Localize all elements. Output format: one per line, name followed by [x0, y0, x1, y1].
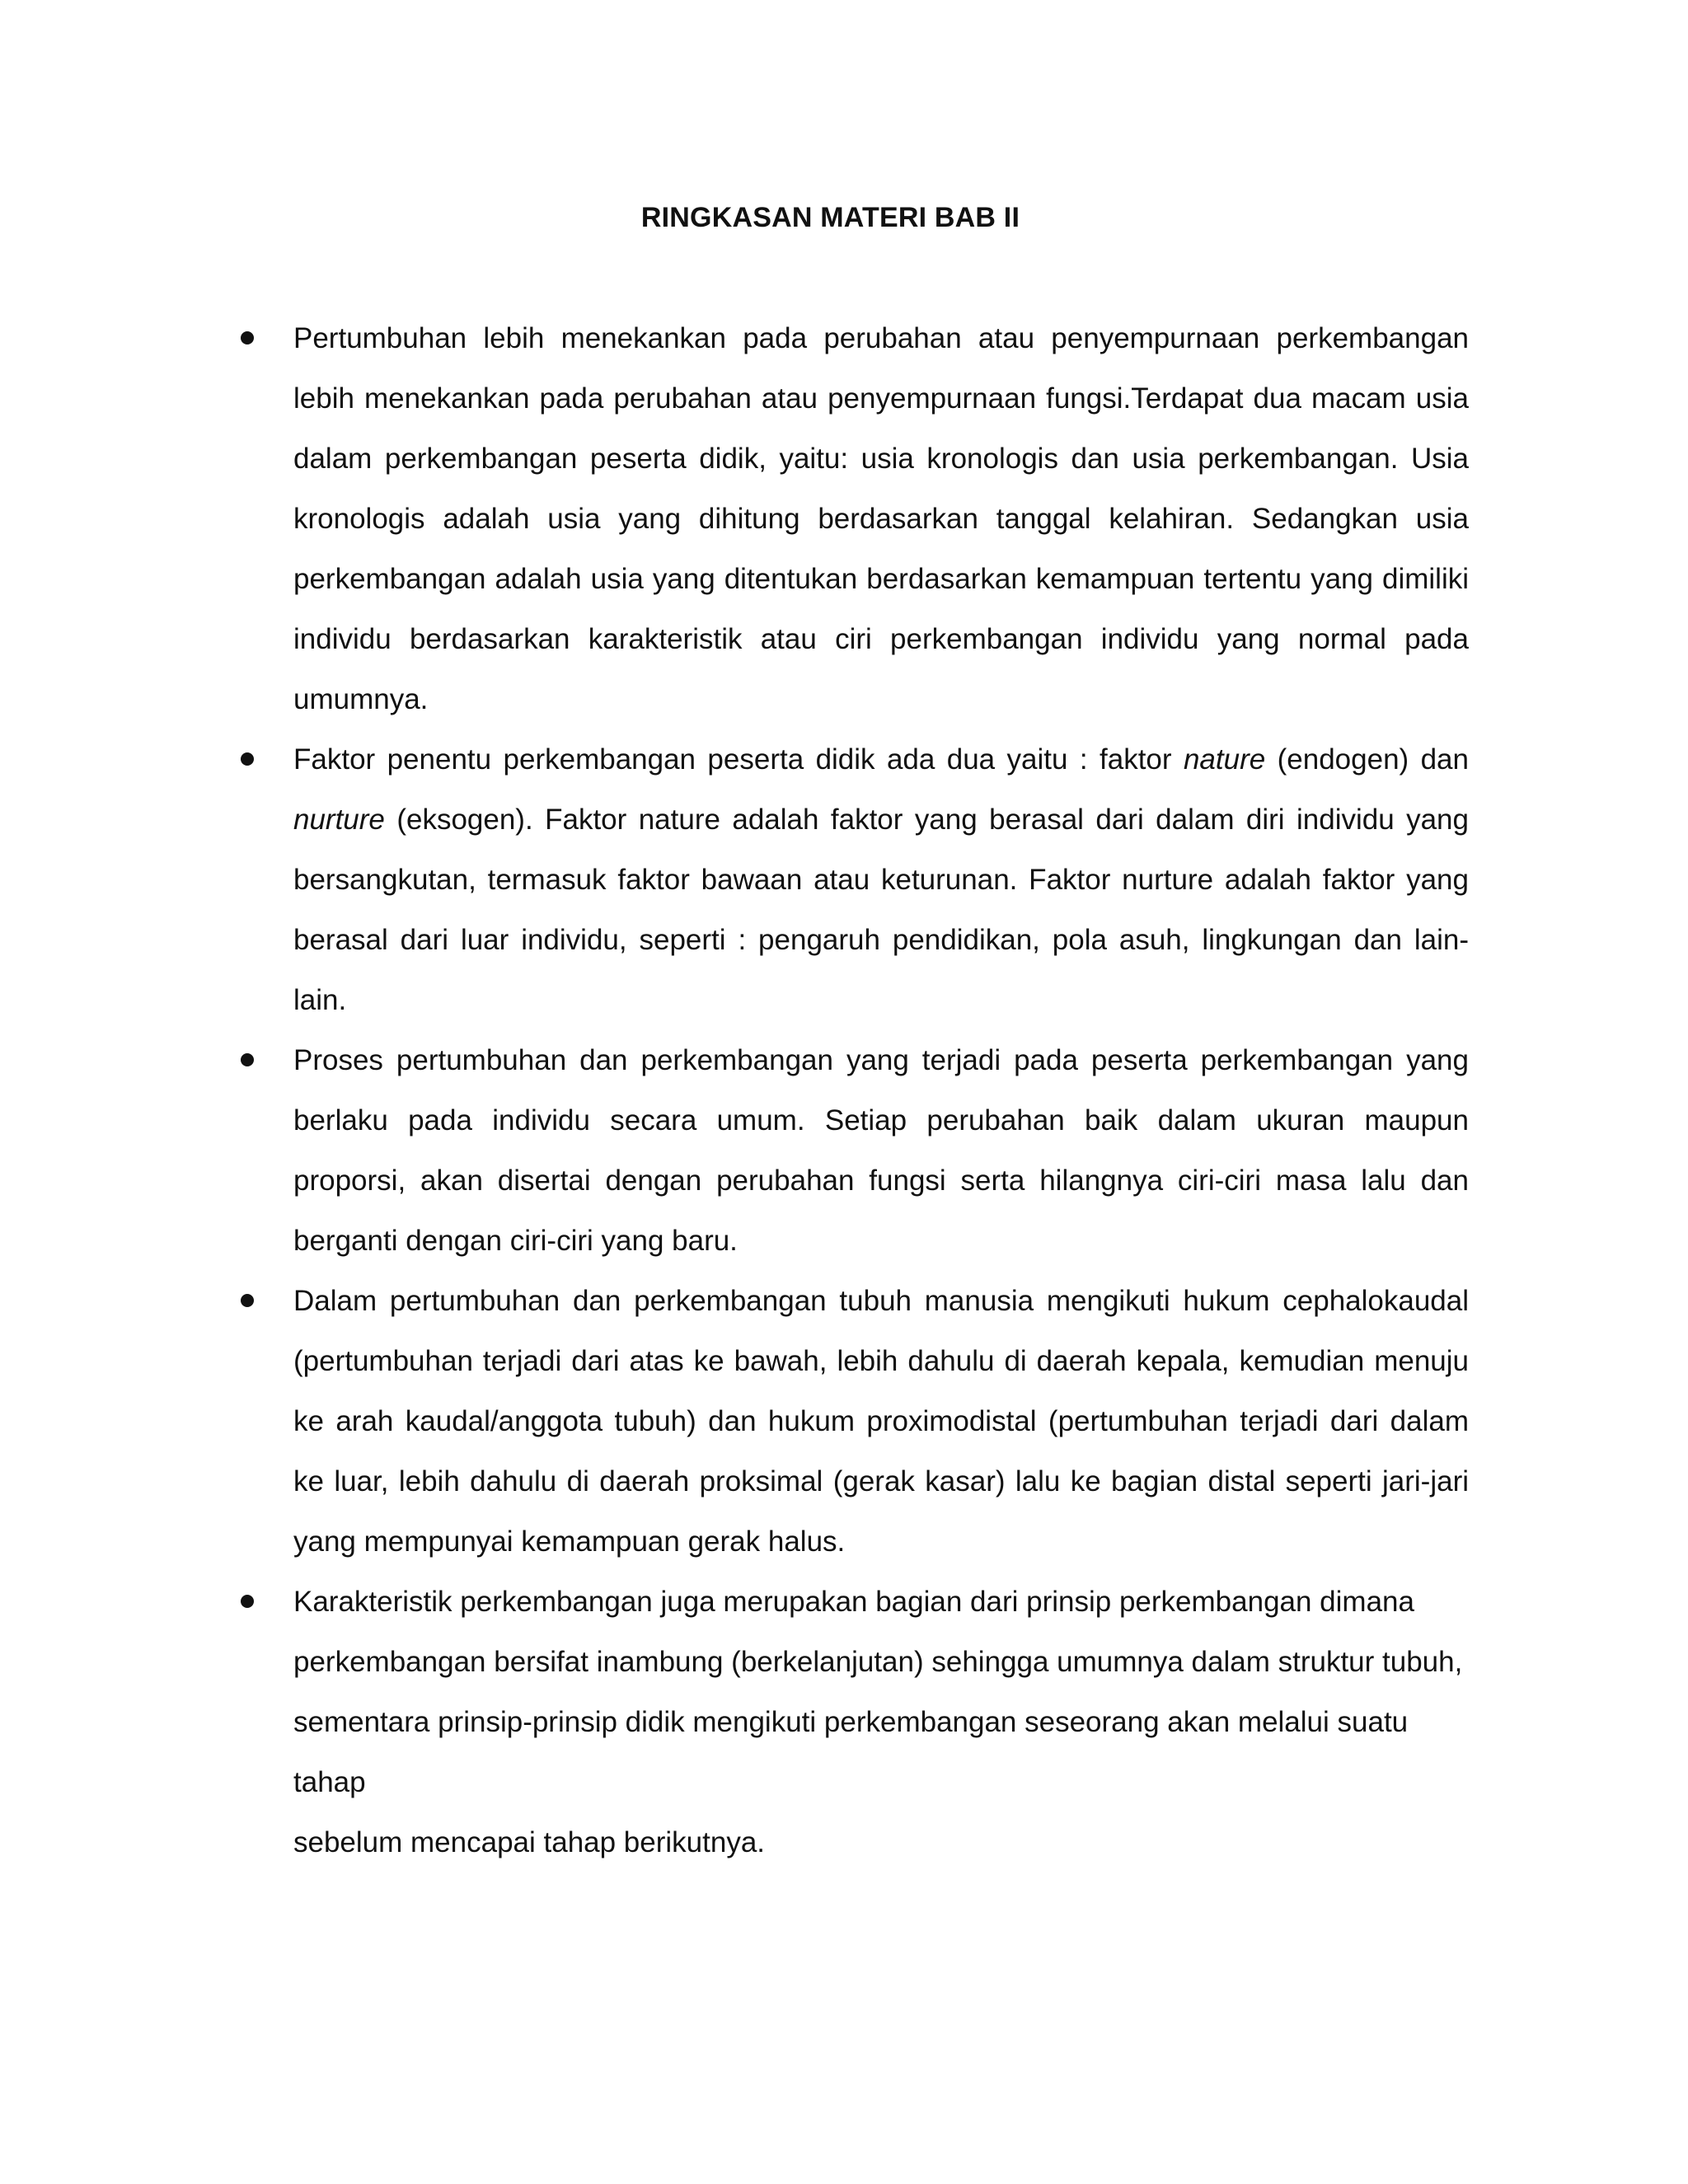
bullet-icon — [241, 752, 254, 766]
bullet-text-continuation: sebelum mencapai tahap berikutnya. — [293, 1826, 766, 1858]
bullet-item-pertumbuhan — [241, 308, 1469, 729]
bullet-icon — [241, 1595, 254, 1608]
bullet-text: Dalam pertumbuhan dan perkembangan tubuh manusia mengikuti hukum cephalokaudal (pertumbuhan terjadi dari atas ke bawah, lebih dahulu di daerah kepala, kemudian menuju ke arah kaudal/anggota tubuh) dan hukum proximodistal (pertumbuhan terjadi dari dalam ke luar, lebih dahulu di daerah proksimal (gerak kasar) lalu ke bagian distal seperti jari-jari yang mempunyai kemampuan gerak halus. — [293, 1285, 1469, 1558]
bullet-icon — [241, 331, 254, 344]
page-title: RINGKASAN MATERI BAB II — [640, 202, 1020, 233]
bullet-text: Karakteristik perkembangan juga merupakan bagian dari prinsip perkembangan dimana perkembangan bersifat inambung (berkelanjutan) sehingga umumnya dalam struktur tubuh, sementara prinsip-prinsip didik mengikuti perkembangan seseorang akan melalui suatu tahap — [293, 1586, 1463, 1798]
term-nurture: nurture — [293, 804, 385, 836]
bullet-item-proses — [241, 1030, 1469, 1271]
bullet-text-part: (endogen) dan — [1265, 743, 1469, 776]
bullet-icon — [241, 1294, 254, 1307]
document-body — [241, 308, 1469, 1872]
bullet-text: Pertumbuhan lebih menekankan pada perubahan atau penyempurnaan perkembangan lebih menekankan pada perubahan atau penyempurnaan fungsi.Terdapat dua macam usia dalam perkembangan peserta didik, yaitu: usia kronologis dan usia perkembangan. Usia kronologis adalah usia yang dihitung berdasarkan tanggal kelahiran. Sedangkan usia perkembangan adalah usia yang ditentukan berdasarkan kemampuan tertentu yang dimiliki individu berdasarkan karakteristik atau ciri perkembangan individu yang normal pada umumnya. — [293, 322, 1469, 715]
bullet-item-hukum — [241, 1271, 1469, 1572]
bullet-text-part: (eksogen). Faktor nature adalah faktor yang berasal dari dalam diri individu yang bersangkutan, termasuk faktor bawaan atau keturunan. Faktor nurture adalah faktor yang berasal dari luar individu, seperti : pengaruh pendidikan, pola asuh, lingkungan dan lain-lain. — [293, 804, 1469, 1016]
term-nature: nature — [1183, 743, 1266, 776]
bullet-item-faktor-penentu — [241, 729, 1469, 1030]
bullet-item-karakteristik — [241, 1572, 1469, 1872]
bullet-text: Proses pertumbuhan dan perkembangan yang terjadi pada peserta perkembangan yang berlaku pada individu secara umum. Setiap perubahan baik dalam ukuran maupun proporsi, akan disertai dengan perubahan fungsi serta hilangnya ciri-ciri masa lalu dan berganti dengan ciri-ciri yang baru. — [293, 1044, 1469, 1257]
bullet-list — [241, 308, 1469, 1872]
bullet-text-part: Faktor penentu perkembangan peserta didik ada dua yaitu : faktor — [293, 743, 1184, 776]
bullet-icon — [241, 1053, 254, 1066]
